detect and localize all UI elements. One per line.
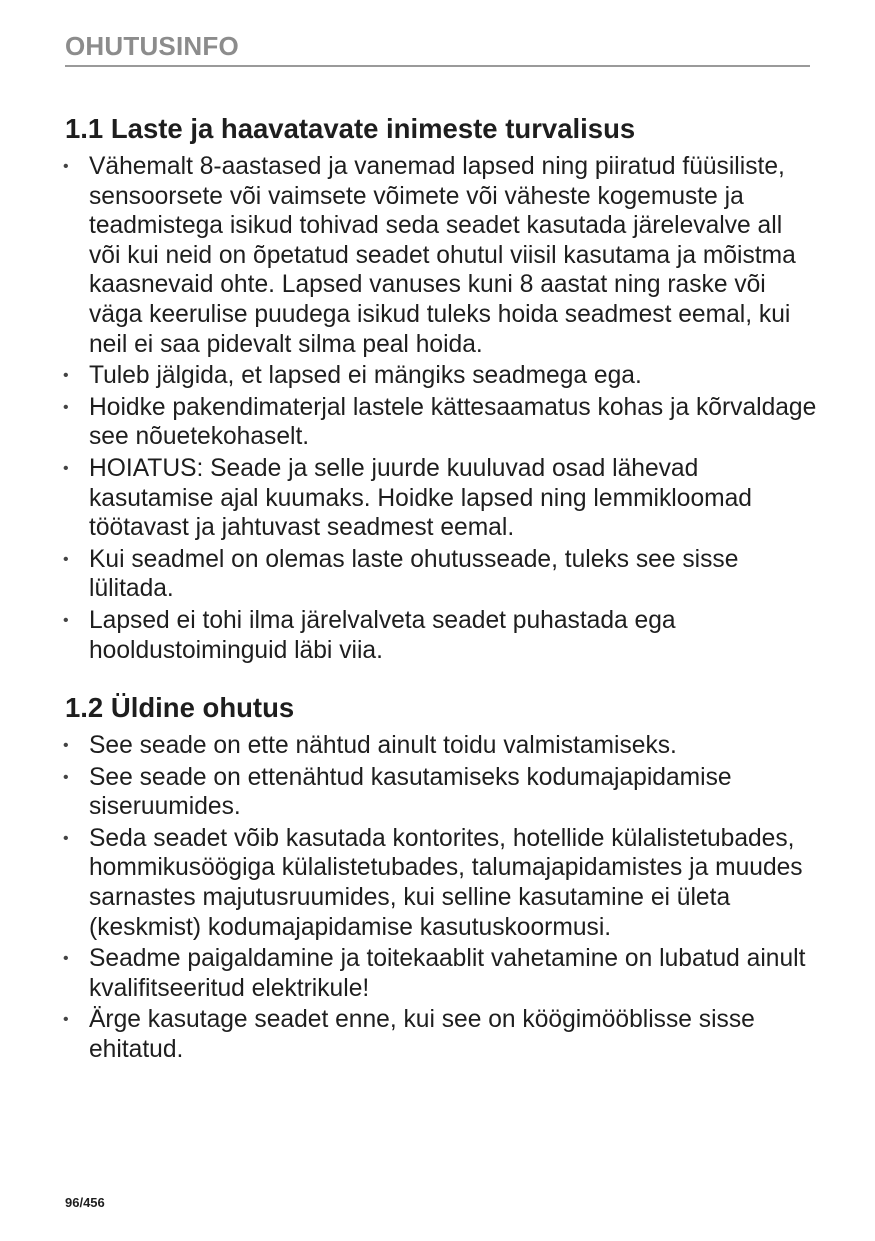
list-item: [65, 763, 820, 822]
section-title: 1.1 Laste ja haavatavate inimeste turvalisus: [65, 113, 636, 144]
bullet-icon: •: [63, 550, 69, 568]
bullet-list: [65, 152, 820, 665]
section-child-safety: [65, 108, 820, 665]
bullet-icon: •: [63, 367, 69, 385]
page-header: [65, 30, 810, 67]
list-item: [65, 454, 820, 543]
list-item-text: Seadme paigaldamine ja toitekaablit vahetamine on lubatud ainult kvalifitseeritud elektrikule!: [89, 945, 806, 1002]
content: [65, 108, 820, 1067]
list-item: [65, 361, 820, 391]
list-item-text: See seade on ette nähtud ainult toidu valmistamiseks.: [89, 732, 677, 760]
bullet-icon: •: [63, 768, 69, 786]
list-item: [65, 824, 820, 942]
list-item-text: Hoidke pakendimaterjal lastele kättesaamatus kohas ja kõrvaldage see nõuetekohaselt.: [89, 393, 817, 451]
bullet-icon: •: [63, 1011, 69, 1029]
list-item: [65, 944, 820, 1003]
list-item: [65, 606, 820, 665]
bullet-icon: •: [63, 398, 69, 416]
list-item: [65, 731, 820, 761]
list-item-text: Kui seadmel on olemas laste ohutusseade, tuleks see sisse lülitada.: [89, 545, 739, 603]
list-item-text: HOIATUS: Seade ja selle juurde kuuluvad osad lähevad kasutamise ajal kuumaks. Hoidke lapsed ning lemmikloomad töötavast ja jahtuvast seadmest eemal.: [89, 454, 752, 542]
bullet-icon: •: [63, 158, 69, 175]
list-item: [65, 1005, 820, 1064]
bullet-icon: •: [63, 737, 69, 755]
list-item-text: See seade on ettenähtud kasutamiseks kodumajapidamise siseruumides.: [89, 763, 732, 821]
list-item: [65, 152, 820, 359]
list-item-text: Tuleb jälgida, et lapsed ei mängiks seadmega ega.: [89, 362, 642, 390]
bullet-icon: •: [63, 611, 69, 629]
list-item: [65, 393, 820, 452]
bullet-icon: •: [63, 950, 69, 968]
list-item-text: Seda seadet võib kasutada kontorites, hotellide külalistetubades, hommikusöögiga külalistetubades, talumajapidamistes ja muudes sarnastes majutusruumides, kui selline kasutamine ei ületa (keskmist) kodumajapidamise kasutuskoormusi.: [89, 824, 803, 941]
bullet-list: [65, 731, 820, 1065]
header-title: OHUTUSINFO: [65, 31, 239, 61]
section-title: 1.2 Üldine ohutus: [65, 692, 295, 724]
list-item-text: Lapsed ei tohi ilma järelvalveta seadet puhastada ega hooldustoiminguid läbi viia.: [89, 606, 676, 664]
list-item-text: Ärge kasutage seadet enne, kui see on köögimööblisse sisse ehitatud.: [89, 1006, 755, 1064]
bullet-icon: •: [63, 829, 69, 847]
list-item-text: Vähemalt 8-aastased ja vanemad lapsed ning piiratud füüsiliste, sensoorsete või vaimsete võimete või väheste kogemuste ja teadmistega isikud tohivad seda seadet kasutada järelevalve all või kui neid on õpetatud seadet ohutul viisil kasutama ja mõistma kaasnevaid ohte. Lapsed vanuses kuni 8 aastat ning raske või väga keerulise puudega isikud tuleks hoida seadmest eemal, kui neil ei saa pidevalt silma peal hoida.: [89, 153, 796, 358]
bullet-icon: •: [63, 459, 69, 477]
list-item: [65, 545, 820, 604]
page-number: 96/456: [65, 1195, 105, 1210]
section-general-safety: [65, 687, 820, 1065]
